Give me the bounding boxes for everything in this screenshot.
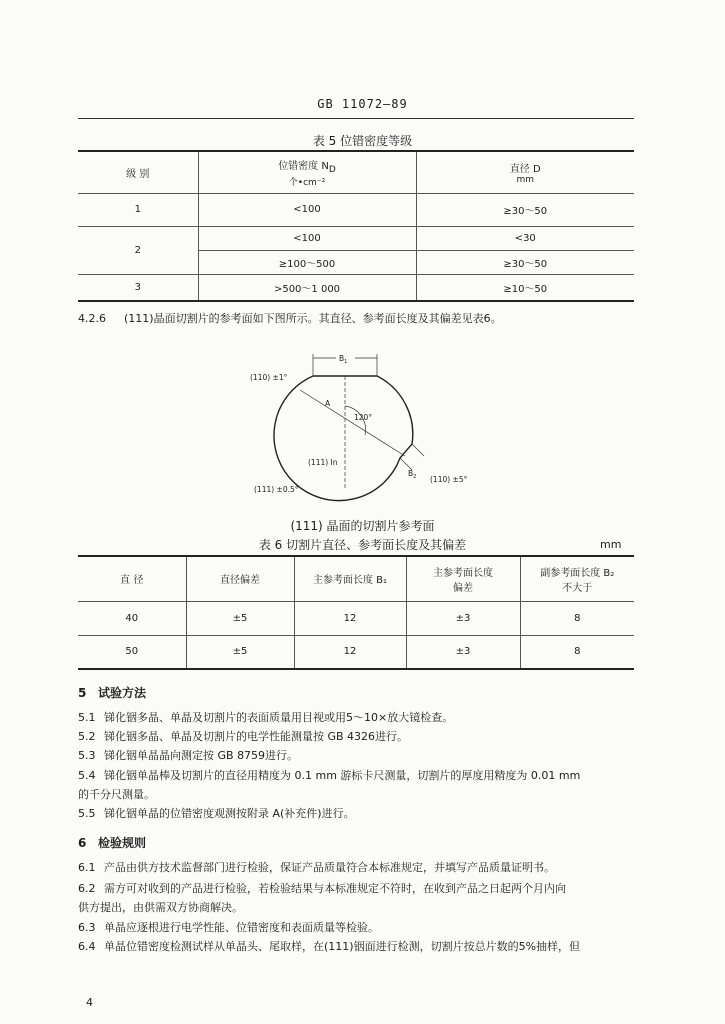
face-label: (111) ±0.5° <box>254 485 299 494</box>
table6-caption: 表 6 切割片直径、参考面长度及其偏差 <box>258 538 467 552</box>
paragraph-4-2-6: 4.2.6 (111)晶面切割片的参考面如下图所示。其直径、参考面长度及其偏差见表6。 <box>78 312 502 325</box>
table5-caption: 表 5 位错密度等级 <box>312 134 413 148</box>
table-row: 3 >500～1 000 ≥10～50 <box>78 274 634 301</box>
b2-label: $B_2$ <box>408 469 417 480</box>
table6-header-b1: 主参考面长度 B₁ <box>294 556 406 601</box>
table-row: 50 ±5 12 ±3 8 <box>78 635 634 669</box>
table-row: ≥100～500 ≥30～50 <box>78 250 634 274</box>
paragraph-6-4: 6.4 单晶位错密度检测试样从单晶头、尾取样，在(111)铟面进行检测，切割片按总片数的5%抽样，但 <box>78 940 581 953</box>
table6-header-diameter: 直 径 <box>78 556 186 601</box>
section-6-heading: 6 检验规则 <box>78 836 147 850</box>
section-5-heading: 5 试验方法 <box>78 686 147 700</box>
paragraph-6-2: 6.2 需方可对收到的产品进行检验，若检验结果与本标准规定不符时，在收到产品之日起两个月内向 <box>78 882 566 895</box>
header-rule <box>78 118 634 119</box>
table5-header-density: 位错密度 $N_D$ 个•cm⁻² <box>198 151 416 193</box>
paragraph-5-5: 5.5 锑化铟单晶的位错密度观测按附录 A(补充件)进行。 <box>78 807 355 820</box>
paragraph-5-2: 5.2 锑化铟多晶、单晶及切割片的电学性能测量按 GB 4326进行。 <box>78 730 409 743</box>
a-label: A <box>325 399 331 408</box>
wafer-reference-diagram <box>240 340 490 505</box>
table6-header-b1-dev: 主参考面长度 偏差 <box>406 556 520 601</box>
paragraph-5-4-cont: 的千分尺测量。 <box>78 788 155 801</box>
table5-header-diameter: 直径 D mm <box>416 151 634 193</box>
table5-header-level: 级 别 <box>78 151 198 193</box>
paragraph-6-1: 6.1 产品由供方技术监督部门进行检验，保证产品质量符合本标准规定，并填写产品质量证明书。 <box>78 861 555 874</box>
table-row: 2 <100 <30 <box>78 226 634 250</box>
angle-label: 120° <box>354 413 373 422</box>
paragraph-6-3: 6.3 单晶应逐根进行电学性能、位错密度和表面质量等检验。 <box>78 921 379 934</box>
table6-header-row <box>78 556 634 601</box>
page-number: 4 <box>86 996 93 1009</box>
paragraph-5-4: 5.4 锑化铟单晶棒及切割片的直径用精度为 0.1 mm 游标卡尺测量，切割片的厚度用精度为 0.01 mm <box>78 769 581 782</box>
center-label: (111) In <box>308 458 338 467</box>
table-row: 1 <100 ≥30～50 <box>78 193 634 226</box>
table6-units: mm <box>600 538 622 551</box>
table6 <box>78 555 634 670</box>
secondary-flat-label: (110) ±5° <box>430 475 468 484</box>
standard-number-header: GB 11072—89 <box>317 97 408 111</box>
table6-header-diameter-dev: 直径偏差 <box>186 556 294 601</box>
b1-label: $B_1$ <box>339 354 348 365</box>
paragraph-5-3: 5.3 锑化铟单晶晶向测定按 GB 8759进行。 <box>78 749 299 762</box>
wafer-outline <box>274 376 413 501</box>
paragraph-5-1: 5.1 锑化铟多晶、单晶及切割片的表面质量用目视或用5～10×放大镜检查。 <box>78 711 454 724</box>
figure-caption: (111) 晶面的切割片参考面 <box>290 519 435 533</box>
table6-header-b2: 副参考面长度 B₂ 不大于 <box>520 556 634 601</box>
table-row: 40 ±5 12 ±3 8 <box>78 601 634 635</box>
table5 <box>78 150 634 302</box>
paragraph-6-2-cont: 供方提出，由供需双方协商解决。 <box>78 901 243 914</box>
top-flat-label: (110) ±1° <box>250 373 288 382</box>
table5-header-row <box>78 151 634 193</box>
